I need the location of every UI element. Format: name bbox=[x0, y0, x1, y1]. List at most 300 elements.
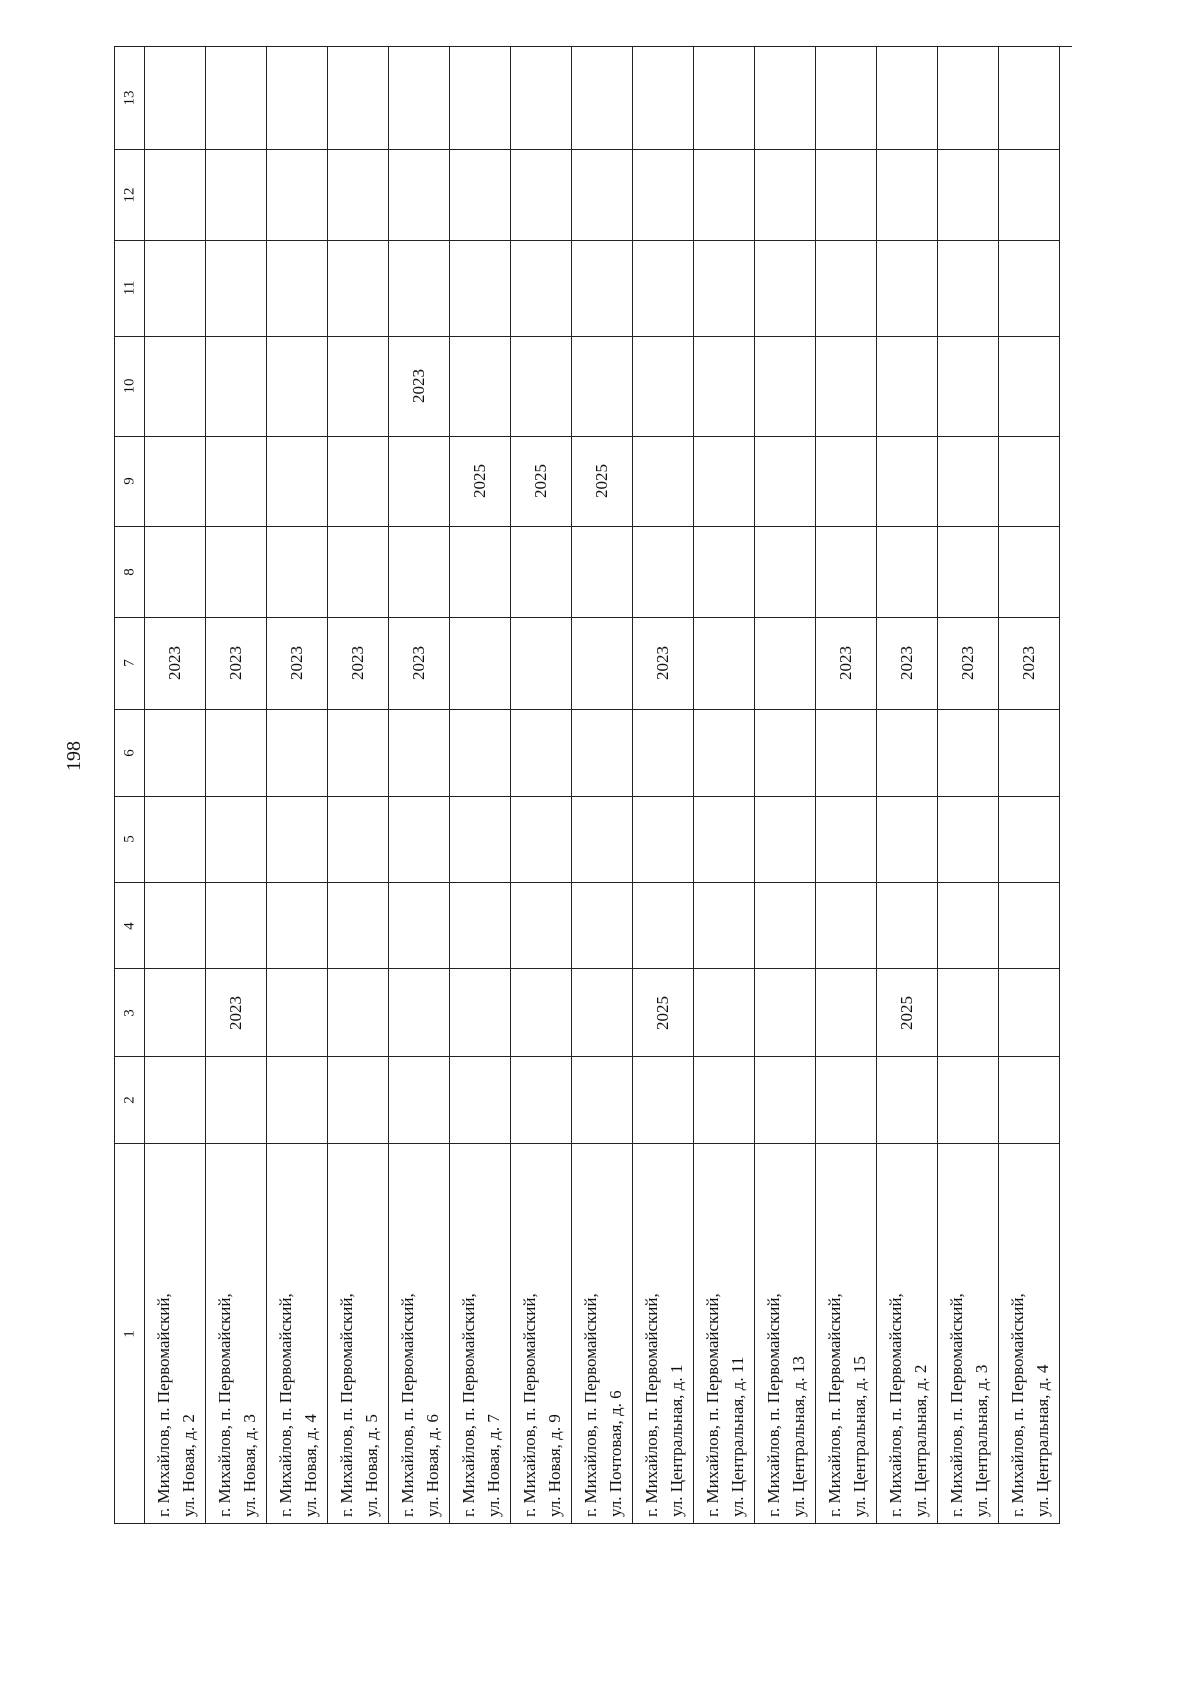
address-line: г. Михайлов, п. Первомайский, bbox=[337, 1293, 356, 1517]
table-cell-col-2 bbox=[694, 1057, 755, 1144]
address-text bbox=[883, 1149, 933, 1517]
table-cell-col-2 bbox=[328, 1057, 389, 1144]
table-row bbox=[450, 47, 511, 1524]
table-cell-col-1 bbox=[877, 1144, 938, 1524]
table-cell-col-6 bbox=[938, 710, 999, 797]
table-cell-col-5 bbox=[938, 797, 999, 884]
table-cell-col-8 bbox=[389, 527, 450, 618]
table-cell-col-8 bbox=[633, 527, 694, 618]
table-cell-col-5 bbox=[572, 797, 633, 884]
table-cell-col-5 bbox=[816, 797, 877, 884]
table-cell-col-12 bbox=[816, 150, 877, 241]
table-cell-col-2 bbox=[877, 1057, 938, 1144]
table-cell-col-4 bbox=[633, 883, 694, 969]
table-cell-col-6 bbox=[145, 710, 206, 797]
table-cell-col-11 bbox=[328, 241, 389, 337]
table-cell-col-7 bbox=[511, 618, 572, 710]
table-cell-col-5 bbox=[389, 797, 450, 884]
table-cell-col-9 bbox=[572, 437, 633, 527]
table-cell-col-13 bbox=[267, 47, 328, 150]
table-cell-col-5 bbox=[450, 797, 511, 884]
table-cell-col-4 bbox=[816, 883, 877, 969]
header-row bbox=[115, 47, 145, 1524]
address-line: ул. Центральная, д. 11 bbox=[728, 1356, 747, 1517]
table-cell-col-10 bbox=[267, 337, 328, 437]
table-cell-col-7 bbox=[267, 618, 328, 710]
table-cell-col-8 bbox=[572, 527, 633, 618]
data-table bbox=[114, 46, 1072, 1524]
table-cell-col-8 bbox=[938, 527, 999, 618]
address-text bbox=[578, 1149, 628, 1517]
header-cell-8 bbox=[115, 527, 145, 618]
year-value: 2023 bbox=[958, 646, 978, 681]
table-cell-col-5 bbox=[267, 797, 328, 884]
year-value: 2025 bbox=[531, 464, 551, 499]
table-cell-col-13 bbox=[877, 47, 938, 150]
address-line: г. Михайлов, п. Первомайский, bbox=[703, 1293, 722, 1517]
table-cell-col-12 bbox=[206, 150, 267, 241]
table-cell-col-13 bbox=[694, 47, 755, 150]
table-cell-col-3 bbox=[816, 969, 877, 1057]
table-cell-col-11 bbox=[572, 241, 633, 337]
address-line: ул. Новая, д. 7 bbox=[484, 1414, 503, 1517]
header-label: 6 bbox=[120, 748, 137, 757]
header-label: 1 bbox=[120, 1329, 137, 1338]
table-cell-col-13 bbox=[328, 47, 389, 150]
table-cell-col-5 bbox=[511, 797, 572, 884]
table-cell-col-4 bbox=[572, 883, 633, 969]
address-line: г. Михайлов, п. Первомайский, bbox=[1008, 1293, 1027, 1517]
address-line: ул. Почтовая, д. 6 bbox=[606, 1390, 625, 1517]
year-value: 2023 bbox=[165, 646, 185, 681]
address-text bbox=[517, 1149, 567, 1517]
table-cell-col-10 bbox=[755, 337, 816, 437]
address-line: г. Михайлов, п. Первомайский, bbox=[581, 1293, 600, 1517]
year-value: 2025 bbox=[653, 995, 673, 1030]
table-cell-col-8 bbox=[511, 527, 572, 618]
table-cell-col-1 bbox=[633, 1144, 694, 1524]
table-cell-col-11 bbox=[389, 241, 450, 337]
year-value: 2025 bbox=[897, 995, 917, 1030]
table-cell-col-2 bbox=[267, 1057, 328, 1144]
table-cell-col-1 bbox=[999, 1144, 1060, 1524]
table-cell-col-3 bbox=[389, 969, 450, 1057]
table-row bbox=[816, 47, 877, 1524]
table-row bbox=[389, 47, 450, 1524]
table-cell-col-10 bbox=[633, 337, 694, 437]
year-value: 2025 bbox=[592, 464, 612, 499]
table-cell-col-7 bbox=[450, 618, 511, 710]
table-cell-col-6 bbox=[755, 710, 816, 797]
table-cell-col-8 bbox=[145, 527, 206, 618]
table-cell-col-7 bbox=[999, 618, 1060, 710]
header-cell-11 bbox=[115, 241, 145, 337]
table-cell-col-9 bbox=[206, 437, 267, 527]
table-cell-col-8 bbox=[267, 527, 328, 618]
year-value: 2023 bbox=[287, 646, 307, 681]
table-cell-col-12 bbox=[877, 150, 938, 241]
table-cell-col-3 bbox=[633, 969, 694, 1057]
table-cell-col-10 bbox=[511, 337, 572, 437]
table-cell-col-6 bbox=[633, 710, 694, 797]
table-cell-col-4 bbox=[328, 883, 389, 969]
table-cell-col-4 bbox=[389, 883, 450, 969]
address-text bbox=[700, 1149, 750, 1517]
address-text bbox=[1005, 1149, 1055, 1517]
table-cell-col-8 bbox=[328, 527, 389, 618]
address-line: г. Михайлов, п. Первомайский, bbox=[886, 1293, 905, 1517]
address-line: г. Михайлов, п. Первомайский, bbox=[215, 1293, 234, 1517]
table-cell-col-12 bbox=[145, 150, 206, 241]
address-text bbox=[456, 1149, 506, 1517]
table-cell-col-4 bbox=[267, 883, 328, 969]
table-cell-col-9 bbox=[145, 437, 206, 527]
table-cell-col-7 bbox=[145, 618, 206, 710]
table-cell-col-1 bbox=[267, 1144, 328, 1524]
table-cell-col-13 bbox=[755, 47, 816, 150]
table-cell-col-8 bbox=[816, 527, 877, 618]
table-cell-col-12 bbox=[755, 150, 816, 241]
table-cell-col-3 bbox=[999, 969, 1060, 1057]
table-cell-col-9 bbox=[328, 437, 389, 527]
table-cell-col-9 bbox=[511, 437, 572, 527]
table-row bbox=[938, 47, 999, 1524]
table-row bbox=[572, 47, 633, 1524]
table-cell-col-7 bbox=[694, 618, 755, 710]
header-label: 9 bbox=[120, 477, 137, 485]
table-cell-col-9 bbox=[999, 437, 1060, 527]
table-cell-col-12 bbox=[450, 150, 511, 241]
header-label: 4 bbox=[120, 922, 137, 930]
header-cell-13 bbox=[115, 47, 145, 150]
address-line: ул. Центральная, д. 15 bbox=[850, 1356, 869, 1517]
header-cell-9 bbox=[115, 437, 145, 527]
table-cell-col-10 bbox=[145, 337, 206, 437]
year-value: 2023 bbox=[348, 646, 368, 681]
table-cell-col-4 bbox=[511, 883, 572, 969]
table-cell-col-6 bbox=[816, 710, 877, 797]
address-line: ул. Новая, д. 4 bbox=[301, 1414, 320, 1517]
table-cell-col-11 bbox=[999, 241, 1060, 337]
table-cell-col-4 bbox=[450, 883, 511, 969]
table-cell-col-2 bbox=[938, 1057, 999, 1144]
header-label: 7 bbox=[120, 659, 137, 667]
table-cell-col-9 bbox=[877, 437, 938, 527]
table-cell-col-1 bbox=[450, 1144, 511, 1524]
header-label: 13 bbox=[120, 90, 137, 106]
header-label: 2 bbox=[120, 1096, 137, 1105]
header-cell-2 bbox=[115, 1057, 145, 1144]
table-row bbox=[694, 47, 755, 1524]
address-text bbox=[395, 1149, 445, 1517]
table-cell-col-13 bbox=[816, 47, 877, 150]
table-cell-col-9 bbox=[389, 437, 450, 527]
header-cell-7 bbox=[115, 618, 145, 710]
table-cell-col-7 bbox=[572, 618, 633, 710]
page-number: 198 bbox=[63, 741, 85, 771]
table-cell-col-1 bbox=[938, 1144, 999, 1524]
table-cell-col-2 bbox=[389, 1057, 450, 1144]
table-cell-col-10 bbox=[938, 337, 999, 437]
table-cell-col-8 bbox=[755, 527, 816, 618]
header-cell-12 bbox=[115, 150, 145, 241]
table-cell-col-7 bbox=[938, 618, 999, 710]
table-cell-col-8 bbox=[206, 527, 267, 618]
year-value: 2023 bbox=[897, 646, 917, 681]
table-row bbox=[511, 47, 572, 1524]
table-cell-col-10 bbox=[206, 337, 267, 437]
table-cell-col-4 bbox=[877, 883, 938, 969]
table-cell-col-7 bbox=[328, 618, 389, 710]
table-cell-col-10 bbox=[816, 337, 877, 437]
address-line: г. Михайлов, п. Первомайский, bbox=[276, 1293, 295, 1517]
table-cell-col-2 bbox=[511, 1057, 572, 1144]
table-cell-col-6 bbox=[206, 710, 267, 797]
table-row bbox=[267, 47, 328, 1524]
table-cell-col-7 bbox=[816, 618, 877, 710]
address-text bbox=[334, 1149, 384, 1517]
table-cell-col-3 bbox=[938, 969, 999, 1057]
table-cell-col-3 bbox=[267, 969, 328, 1057]
table-cell-col-8 bbox=[694, 527, 755, 618]
table-cell-col-4 bbox=[999, 883, 1060, 969]
header-label: 11 bbox=[120, 281, 137, 296]
address-line: г. Михайлов, п. Первомайский, bbox=[764, 1293, 783, 1517]
table-cell-col-4 bbox=[938, 883, 999, 969]
table-row bbox=[633, 47, 694, 1524]
table-cell-col-7 bbox=[877, 618, 938, 710]
table-cell-col-11 bbox=[633, 241, 694, 337]
header-label: 5 bbox=[120, 835, 137, 844]
address-line: ул. Новая, д. 2 bbox=[179, 1414, 198, 1517]
address-line: ул. Центральная, д. 1 bbox=[667, 1364, 686, 1517]
table-cell-col-3 bbox=[145, 969, 206, 1057]
header-label: 8 bbox=[120, 567, 137, 576]
table-cell-col-12 bbox=[633, 150, 694, 241]
table-cell-col-4 bbox=[755, 883, 816, 969]
table-cell-col-5 bbox=[633, 797, 694, 884]
table-cell-col-9 bbox=[816, 437, 877, 527]
year-value: 2023 bbox=[409, 369, 429, 404]
header-cell-6 bbox=[115, 710, 145, 797]
table-cell-col-11 bbox=[938, 241, 999, 337]
table-cell-col-13 bbox=[999, 47, 1060, 150]
table-cell-col-6 bbox=[267, 710, 328, 797]
table-cell-col-11 bbox=[816, 241, 877, 337]
table-cell-col-9 bbox=[694, 437, 755, 527]
table-cell-col-6 bbox=[389, 710, 450, 797]
address-line: ул. Новая, д. 6 bbox=[423, 1414, 442, 1517]
year-value: 2023 bbox=[226, 995, 246, 1030]
table-cell-col-11 bbox=[206, 241, 267, 337]
table-cell-col-10 bbox=[572, 337, 633, 437]
table-cell-col-11 bbox=[267, 241, 328, 337]
table-cell-col-3 bbox=[450, 969, 511, 1057]
address-text bbox=[151, 1149, 201, 1517]
table-cell-col-1 bbox=[816, 1144, 877, 1524]
address-line: г. Михайлов, п. Первомайский, bbox=[642, 1293, 661, 1517]
table-cell-col-11 bbox=[511, 241, 572, 337]
table-cell-col-3 bbox=[511, 969, 572, 1057]
header-label: 12 bbox=[120, 187, 137, 203]
table-cell-col-9 bbox=[938, 437, 999, 527]
table-cell-col-10 bbox=[450, 337, 511, 437]
table-cell-col-12 bbox=[999, 150, 1060, 241]
table-cell-col-3 bbox=[694, 969, 755, 1057]
table-cell-col-1 bbox=[511, 1144, 572, 1524]
table-cell-col-5 bbox=[999, 797, 1060, 884]
year-value: 2023 bbox=[1019, 646, 1039, 681]
address-line: ул. Центральная, д. 3 bbox=[972, 1364, 991, 1517]
table-cell-col-6 bbox=[999, 710, 1060, 797]
table-cell-col-1 bbox=[206, 1144, 267, 1524]
table-cell-col-3 bbox=[572, 969, 633, 1057]
table-cell-col-3 bbox=[328, 969, 389, 1057]
table-cell-col-2 bbox=[450, 1057, 511, 1144]
table-cell-col-5 bbox=[145, 797, 206, 884]
header-cell-1 bbox=[115, 1144, 145, 1524]
table-row bbox=[328, 47, 389, 1524]
table-cell-col-10 bbox=[999, 337, 1060, 437]
table-cell-col-7 bbox=[389, 618, 450, 710]
header-cell-4 bbox=[115, 883, 145, 969]
table-cell-col-12 bbox=[938, 150, 999, 241]
year-value: 2023 bbox=[836, 646, 856, 681]
table-row bbox=[206, 47, 267, 1524]
year-value: 2023 bbox=[409, 646, 429, 681]
table-cell-col-13 bbox=[450, 47, 511, 150]
address-line: ул. Новая, д. 9 bbox=[545, 1414, 564, 1517]
table-cell-col-4 bbox=[206, 883, 267, 969]
address-line: г. Михайлов, п. Первомайский, bbox=[825, 1293, 844, 1517]
table-cell-col-12 bbox=[389, 150, 450, 241]
table-cell-col-9 bbox=[450, 437, 511, 527]
table-cell-col-8 bbox=[877, 527, 938, 618]
table-cell-col-3 bbox=[755, 969, 816, 1057]
table-cell-col-9 bbox=[267, 437, 328, 527]
table-row bbox=[145, 47, 206, 1524]
table-cell-col-1 bbox=[145, 1144, 206, 1524]
table-cell-col-7 bbox=[633, 618, 694, 710]
address-text bbox=[639, 1149, 689, 1517]
table-cell-col-13 bbox=[511, 47, 572, 150]
table-cell-col-4 bbox=[145, 883, 206, 969]
table-cell-col-11 bbox=[450, 241, 511, 337]
header-cell-3 bbox=[115, 969, 145, 1057]
year-value: 2025 bbox=[470, 464, 490, 499]
table-cell-col-9 bbox=[633, 437, 694, 527]
address-line: ул. Центральная, д. 4 bbox=[1033, 1364, 1052, 1517]
table-cell-col-11 bbox=[755, 241, 816, 337]
address-line: ул. Центральная, д. 2 bbox=[911, 1364, 930, 1517]
table-cell-col-6 bbox=[877, 710, 938, 797]
table-row bbox=[999, 47, 1060, 1524]
address-line: г. Михайлов, п. Первомайский, bbox=[398, 1293, 417, 1517]
table-cell-col-2 bbox=[755, 1057, 816, 1144]
table-cell-col-2 bbox=[999, 1057, 1060, 1144]
table-cell-col-1 bbox=[328, 1144, 389, 1524]
table-cell-col-13 bbox=[938, 47, 999, 150]
address-text bbox=[212, 1149, 262, 1517]
table-cell-col-12 bbox=[572, 150, 633, 241]
table-cell-col-12 bbox=[511, 150, 572, 241]
table-cell-col-1 bbox=[755, 1144, 816, 1524]
address-text bbox=[273, 1149, 323, 1517]
address-line: ул. Новая, д. 3 bbox=[240, 1414, 259, 1517]
table-cell-col-1 bbox=[694, 1144, 755, 1524]
table-cell-col-11 bbox=[877, 241, 938, 337]
table-cell-col-10 bbox=[389, 337, 450, 437]
address-line: г. Михайлов, п. Первомайский, bbox=[520, 1293, 539, 1517]
header-cell-10 bbox=[115, 337, 145, 437]
table-cell-col-5 bbox=[694, 797, 755, 884]
table-cell-col-6 bbox=[450, 710, 511, 797]
table-cell-col-2 bbox=[816, 1057, 877, 1144]
table-cell-col-7 bbox=[755, 618, 816, 710]
table-cell-col-5 bbox=[877, 797, 938, 884]
address-line: г. Михайлов, п. Первомайский, bbox=[459, 1293, 478, 1517]
table-cell-col-6 bbox=[511, 710, 572, 797]
table-cell-col-13 bbox=[572, 47, 633, 150]
table-cell-col-2 bbox=[572, 1057, 633, 1144]
table-cell-col-6 bbox=[694, 710, 755, 797]
table-cell-col-8 bbox=[450, 527, 511, 618]
table-cell-col-13 bbox=[389, 47, 450, 150]
table-cell-col-1 bbox=[389, 1144, 450, 1524]
address-text bbox=[761, 1149, 811, 1517]
table-cell-col-13 bbox=[206, 47, 267, 150]
table-cell-col-7 bbox=[206, 618, 267, 710]
table-cell-col-2 bbox=[145, 1057, 206, 1144]
table-cell-col-2 bbox=[206, 1057, 267, 1144]
table-cell-col-3 bbox=[206, 969, 267, 1057]
table-cell-col-2 bbox=[633, 1057, 694, 1144]
header-label: 10 bbox=[120, 378, 137, 394]
table-cell-col-8 bbox=[999, 527, 1060, 618]
table-row bbox=[877, 47, 938, 1524]
table-cell-col-6 bbox=[572, 710, 633, 797]
table-cell-col-3 bbox=[877, 969, 938, 1057]
header-cell-5 bbox=[115, 797, 145, 884]
table-cell-col-5 bbox=[206, 797, 267, 884]
table-cell-col-11 bbox=[694, 241, 755, 337]
table-cell-col-10 bbox=[328, 337, 389, 437]
year-value: 2023 bbox=[226, 646, 246, 681]
table-cell-col-10 bbox=[694, 337, 755, 437]
table-cell-col-4 bbox=[694, 883, 755, 969]
year-value: 2023 bbox=[653, 646, 673, 681]
table-cell-col-9 bbox=[755, 437, 816, 527]
table-cell-col-6 bbox=[328, 710, 389, 797]
table-cell-col-11 bbox=[145, 241, 206, 337]
table-cell-col-12 bbox=[267, 150, 328, 241]
table-cell-col-13 bbox=[633, 47, 694, 150]
header-label: 3 bbox=[120, 1009, 137, 1017]
address-line: г. Михайлов, п. Первомайский, bbox=[154, 1293, 173, 1517]
address-text bbox=[944, 1149, 994, 1517]
table-cell-col-12 bbox=[328, 150, 389, 241]
table-cell-col-12 bbox=[694, 150, 755, 241]
address-line: г. Михайлов, п. Первомайский, bbox=[947, 1293, 966, 1517]
address-line: ул. Новая, д. 5 bbox=[362, 1414, 381, 1517]
table-cell-col-1 bbox=[572, 1144, 633, 1524]
table-cell-col-5 bbox=[328, 797, 389, 884]
table-cell-col-5 bbox=[755, 797, 816, 884]
address-text bbox=[822, 1149, 872, 1517]
table-cell-col-13 bbox=[145, 47, 206, 150]
address-line: ул. Центральная, д. 13 bbox=[789, 1356, 808, 1517]
table-cell-col-10 bbox=[877, 337, 938, 437]
